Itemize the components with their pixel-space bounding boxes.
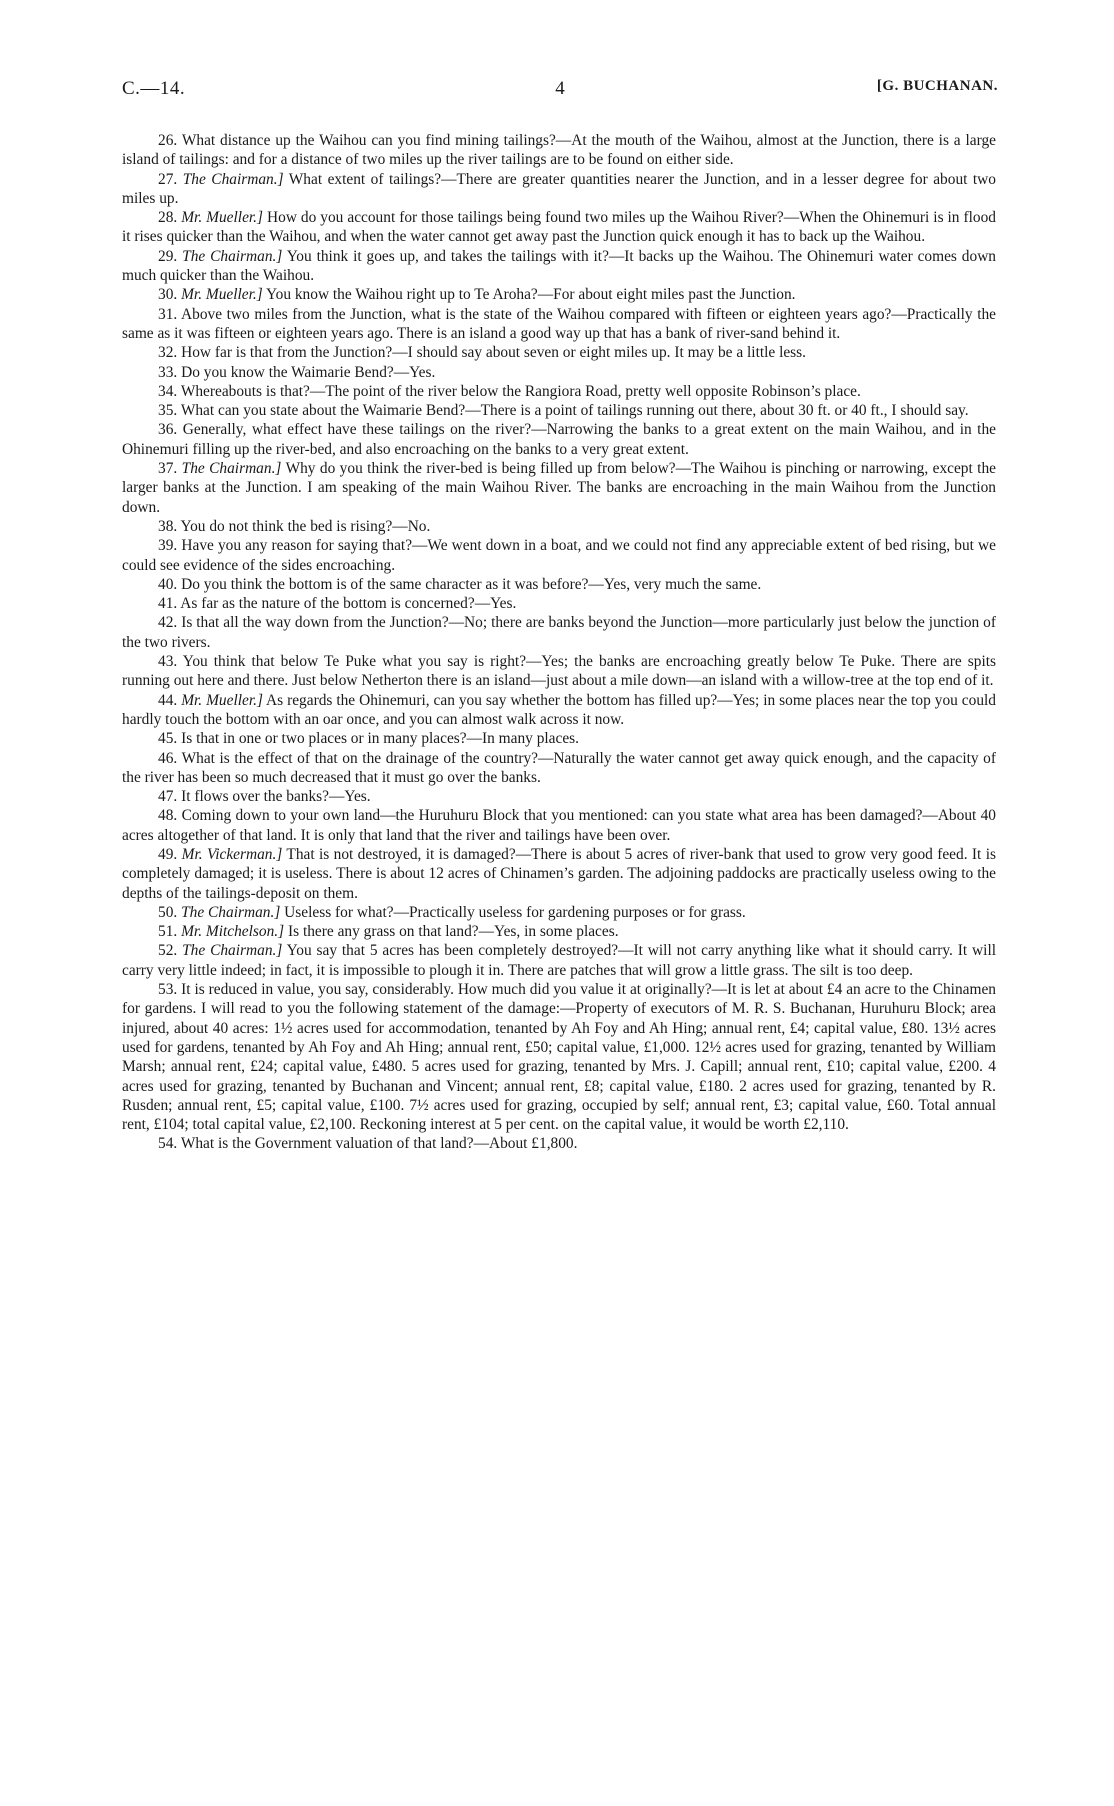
speaker-label: The Chairman.] — [181, 460, 282, 478]
question-number: 41. — [158, 595, 178, 613]
question-number: 46. — [158, 749, 178, 767]
question-answer-text: What is the effect of that on the drainage of the country?—Naturally the water cannot get away quick enough, and the capacity of the river has been so much decreased that it must go over the banks. — [122, 749, 996, 786]
testimony-paragraph — [122, 420, 996, 459]
testimony-paragraph — [122, 382, 996, 401]
question-number: 51. — [158, 923, 178, 941]
question-number: 37. — [158, 460, 178, 478]
question-answer-text: As far as the nature of the bottom is concerned?—Yes. — [180, 595, 517, 613]
testimony-paragraph — [122, 247, 996, 286]
testimony-paragraph — [122, 903, 996, 922]
testimony-body — [122, 131, 996, 1154]
question-answer-text: You know the Waihou right up to Te Aroha?—For about eight miles past the Junction. — [266, 286, 796, 304]
testimony-paragraph — [122, 401, 996, 420]
testimony-paragraph — [122, 575, 996, 594]
testimony-paragraph — [122, 594, 996, 613]
question-answer-text: Useless for what?—Practically useless for gardening purposes or for grass. — [284, 903, 746, 921]
testimony-paragraph — [122, 787, 996, 806]
question-number: 32. — [158, 344, 178, 362]
question-number: 48. — [158, 807, 178, 825]
question-answer-text: Do you think the bottom is of the same character as it was before?—Yes, very much the same. — [181, 575, 762, 593]
testimony-paragraph — [122, 285, 996, 304]
question-number: 39. — [158, 537, 178, 555]
testimony-paragraph — [122, 517, 996, 536]
question-number: 29. — [158, 247, 178, 265]
question-number: 50. — [158, 903, 178, 921]
question-answer-text: It is reduced in value, you say, considerably. How much did you value it at originally?—It is let at about £4 an acre to the Chinamen for gardens. I will read to you the following statement of the damage:—Property of executors of M. R. S. Buchanan, Huruhuru Block; area injured, about 40 acres: 1½ acres used for accommodation, tenanted by Ah Foy and Ah Hing; annual rent, £4; capital value, £80. 13½ acres used for gardens, tenanted by Ah Foy and Ah Hing; annual rent, £50; capital value, £1,000. 12½ acres used for grazing, tenanted by William Marsh; annual rent, £24; capital value, £480. 5 acres used for grazing, tenanted by Mrs. J. Capill; annual rent, £10; capital value, £200. 4 acres used for grazing, tenanted by Buchanan and Vincent; annual rent, £8; capital value, £180. 2 acres used for grazing, tenanted by R. Rusden; annual rent, £5; capital value, £100. 7½ acres used for grazing, occupied by self; annual rent, £3; capital value, £60. Total annual rent, £104; total capital value, £2,100. Reckoning interest at 5 per cent. on the capital value, it would be worth £2,110. — [122, 981, 996, 1134]
testimony-paragraph — [122, 652, 996, 691]
testimony-paragraph — [122, 729, 996, 748]
question-answer-text: What extent of tailings?—There are greater quantities nearer the Junction, and in a lesser degree for about two miles up. — [122, 170, 996, 207]
speaker-label: Mr. Mueller.] — [181, 691, 263, 709]
question-answer-text: You think that below Te Puke what you say is right?—Yes; the banks are encroaching greatly below Te Puke. There are spits running out here and there. Just below Netherton there is an island—just about a mile down—an island with a willow-tree at the top end of it. — [122, 653, 996, 690]
question-answer-text: Is there any grass on that land?—Yes, in some places. — [288, 923, 619, 941]
question-answer-text: What can you state about the Waimarie Bend?—There is a point of tailings running out there, about 30 ft. or 40 ft., I should say. — [180, 402, 969, 420]
question-answer-text: Whereabouts is that?—The point of the river below the Rangiora Road, pretty well opposite Robinson’s place. — [180, 382, 861, 400]
speaker-label: The Chairman.] — [181, 903, 281, 921]
testimony-paragraph — [122, 845, 996, 903]
witness-name: [G. BUCHANAN. — [876, 78, 998, 94]
question-number: 45. — [158, 730, 178, 748]
question-answer-text: Is that in one or two places or in many places?—In many places. — [181, 730, 580, 748]
question-answer-text: Have you any reason for saying that?—We went down in a boat, and we could not find any appreciable extent of bed rising, but we could see evidence of the sides encroaching. — [122, 537, 996, 574]
testimony-paragraph — [122, 343, 996, 362]
question-answer-text: You do not think the bed is rising?—No. — [180, 517, 431, 535]
testimony-paragraph — [122, 806, 996, 845]
testimony-paragraph — [122, 1134, 996, 1153]
question-number: 34. — [158, 382, 178, 400]
question-number: 26. — [158, 132, 178, 149]
testimony-paragraph — [122, 131, 996, 170]
question-number: 38. — [158, 517, 178, 535]
question-answer-text: It flows over the banks?—Yes. — [181, 788, 371, 806]
testimony-paragraph — [122, 749, 996, 788]
speaker-label: Mr. Mueller.] — [181, 209, 264, 227]
question-number: 42. — [158, 614, 178, 632]
question-answer-text: That is not destroyed, it is damaged?—There is about 5 acres of river-bank that used to grow very good feed. It is completely damaged; it is useless. There is about 12 acres of Chinamen’s garden. The adjoining paddocks are practically useless owing to the depths of the tailings-deposit on them. — [122, 845, 996, 902]
question-answer-text: How do you account for those tailings being found two miles up the Waihou River?—When the Ohinemuri is in flood it rises quicker than the Waihou, and when the water cannot get away past the Junction quick enough it has to back up the Waihou. — [122, 209, 996, 246]
speaker-label: Mr. Mitchelson.] — [181, 923, 285, 941]
question-number: 36. — [158, 421, 178, 439]
testimony-paragraph — [122, 691, 996, 730]
testimony-paragraph — [122, 980, 996, 1134]
question-number: 43. — [158, 653, 178, 671]
speaker-label: The Chairman.] — [182, 170, 284, 188]
question-answer-text: How far is that from the Junction?—I should say about seven or eight miles up. It may be a little less. — [181, 344, 807, 362]
question-number: 40. — [158, 575, 178, 593]
question-number: 33. — [158, 363, 178, 381]
question-answer-text: Why do you think the river-bed is being filled up from below?—The Waihou is pinching or narrowing, except the larger banks at the Junction. I am speaking of the main Waihou River. The banks are encroaching in the main Waihou from the Junction down. — [122, 460, 996, 516]
testimony-paragraph — [122, 305, 996, 344]
testimony-paragraph — [122, 459, 996, 517]
speaker-label: The Chairman.] — [182, 942, 283, 960]
question-number: 35. — [158, 402, 178, 420]
question-answer-text: Do you know the Waimarie Bend?—Yes. — [181, 363, 436, 381]
question-number: 27. — [158, 170, 178, 188]
question-answer-text: As regards the Ohinemuri, can you say whether the bottom has filled up?—Yes; in some places near the top you could hardly touch the bottom with an oar once, and you can almost walk across it now. — [122, 691, 996, 728]
testimony-paragraph — [122, 208, 996, 247]
question-answer-text: Is that all the way down from the Junction?—No; there are banks beyond the Junction—more particularly just below the junction of the two rivers. — [122, 614, 996, 651]
question-answer-text: You say that 5 acres has been completely destroyed?—It will not carry anything like what it should carry. It will carry very little indeed; in fact, it is impossible to plough it in. There are patches that will grow a little grass. The silt is too deep. — [122, 942, 996, 979]
testimony-paragraph — [122, 536, 996, 575]
speaker-label: Mr. Vickerman.] — [181, 845, 283, 863]
question-answer-text: You think it goes up, and takes the tailings with it?—It backs up the Waihou. The Ohinemuri water comes down much quicker than the Waihou. — [122, 247, 996, 285]
question-number: 52. — [158, 942, 178, 960]
question-answer-text: What is the Government valuation of that land?—About £1,800. — [180, 1135, 578, 1153]
testimony-paragraph — [122, 170, 996, 209]
testimony-paragraph — [122, 613, 996, 652]
question-number: 49. — [158, 845, 178, 863]
testimony-paragraph — [122, 941, 996, 980]
page-number: 4 — [555, 78, 565, 99]
page-header — [122, 78, 998, 108]
question-number: 28. — [158, 209, 178, 227]
question-answer-text: Coming down to your own land—the Huruhuru Block that you mentioned: can you state what area has been damaged?—About 40 acres altogether of that land. It is only that land that the river and tailings have been over. — [122, 807, 996, 844]
testimony-paragraph — [122, 363, 996, 382]
question-number: 30. — [158, 286, 178, 304]
question-answer-text: Above two miles from the Junction, what is the state of the Waihou compared with fifteen or eighteen years ago?—Practically the same as it was fifteen or eighteen years ago. There is an island a good way up that has a bank of river-sand behind it. — [122, 305, 996, 342]
question-number: 31. — [158, 305, 178, 323]
speaker-label: The Chairman.] — [182, 247, 283, 265]
question-number: 53. — [158, 981, 178, 999]
speaker-label: Mr. Mueller.] — [181, 286, 263, 304]
document-reference: C.—14. — [122, 78, 186, 99]
question-answer-text: Generally, what effect have these tailings on the river?—Narrowing the banks to a great extent on the main Waihou, and in the Ohinemuri filling up the river-bed, and also encroaching on the banks to a very great extent. — [122, 421, 996, 458]
question-number: 44. — [158, 691, 178, 709]
question-answer-text: What distance up the Waihou can you find mining tailings?—At the mouth of the Waihou, almost at the Junction, there is a large island of tailings: and for a distance of two miles up the river tailings are to be found on either side. — [122, 132, 996, 169]
question-number: 47. — [158, 788, 178, 806]
question-number: 54. — [158, 1135, 178, 1153]
testimony-paragraph — [122, 922, 996, 941]
